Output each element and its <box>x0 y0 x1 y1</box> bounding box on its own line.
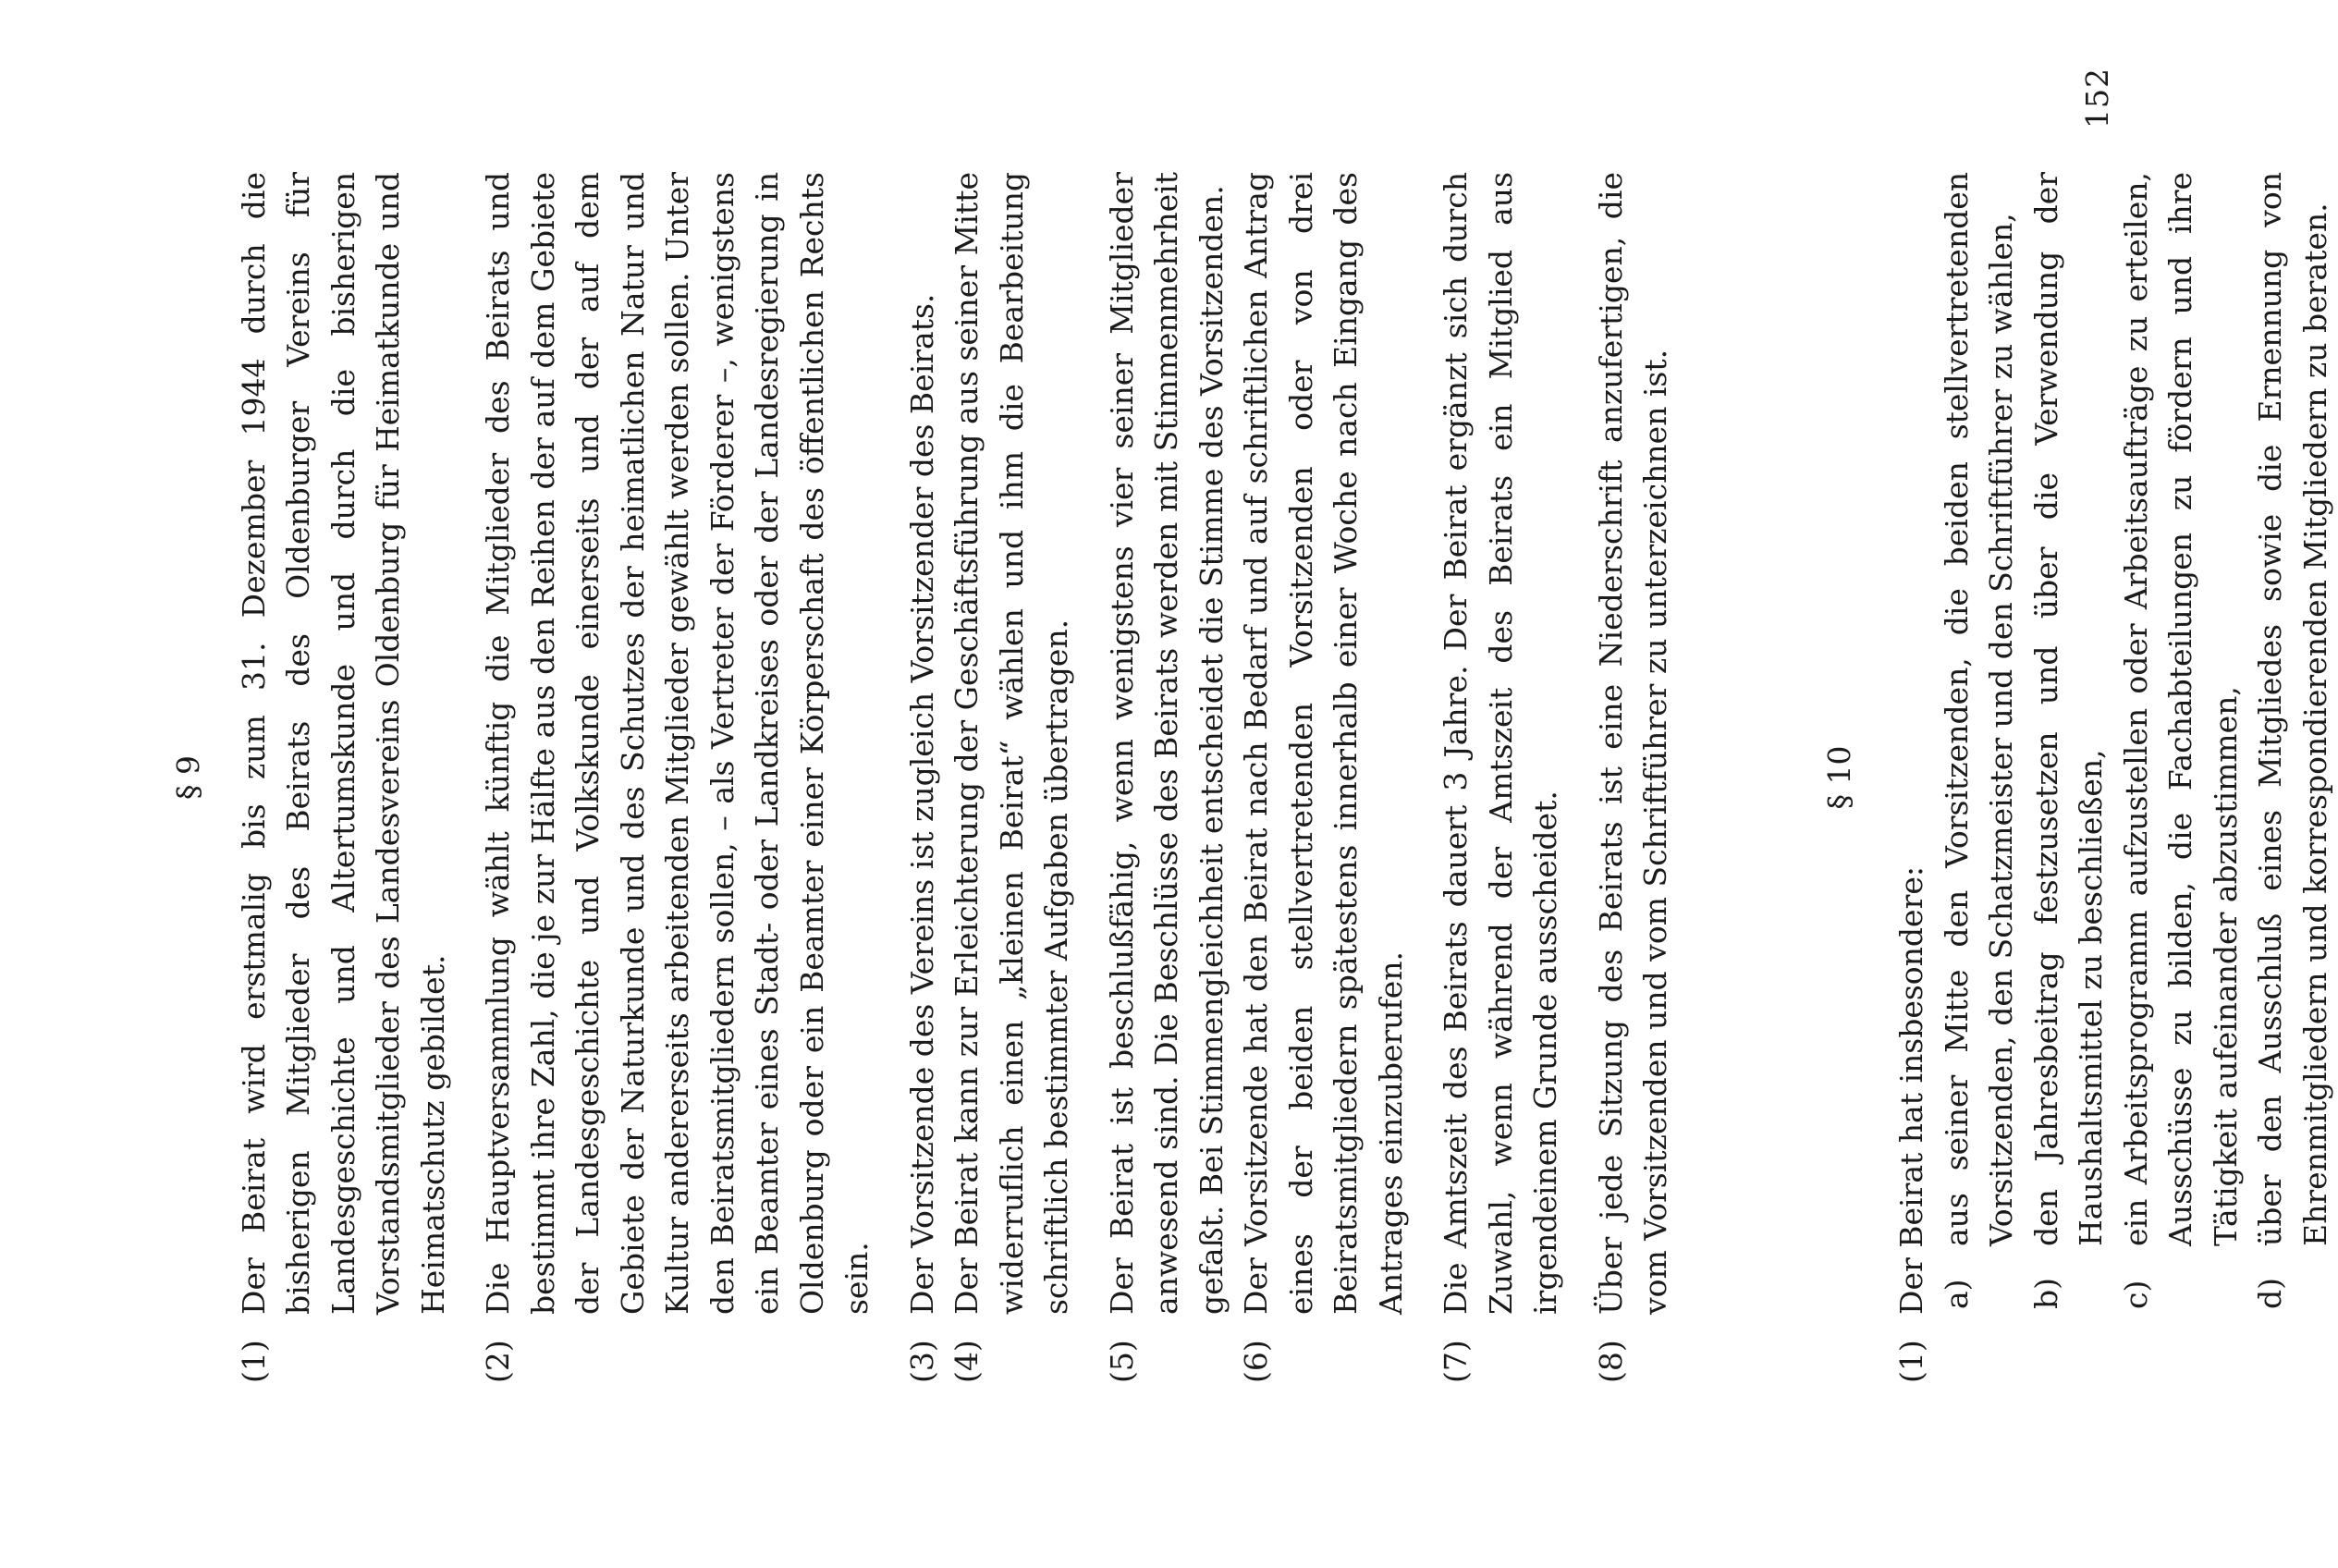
list-item-label: a) <box>1938 1279 1975 1309</box>
paragraph-10-1 <box>1890 172 1935 1383</box>
text-column <box>166 172 2338 1383</box>
paragraph-number: (8) <box>1592 1340 1629 1383</box>
list-item-text: über den Ausschluß eines Mitgliedes sowie die Ernennung von Ehrenmitgliedern und korrespondierenden Mitgliedern zu beraten. <box>2252 172 2333 1246</box>
paragraph-text: Die Amtszeit des Beirats dauert 3 Jahre. Der Beirat ergänzt sich durch Zuwahl, wenn während der Amtszeit des Beirats ein Mitglied aus irgendeinem Grunde ausscheidet. <box>1438 172 1563 1315</box>
paragraph-text: Der Vorsitzende des Vereins ist zugleich Vorsitzender des Beirats. <box>903 293 940 1315</box>
paragraph-9-7 <box>1434 172 1569 1383</box>
paragraph-text: Der Beirat hat insbesondere: <box>1893 866 1929 1315</box>
paragraph-9-1 <box>232 172 457 1383</box>
paragraph-text: Der Beirat wird erstmalig bis zum 31. Dezember 1944 durch die bisherigen Mitglieder des Beirats des Oldenburger Vereins für Landesgeschichte und Altertumskunde und durch die bisherigen Vorstandsmitglieder des Landesvereins Oldenburg für Heimatkunde und Heimatschutz gebildet. <box>235 172 451 1315</box>
paragraph-number: (3) <box>903 1340 940 1383</box>
paragraph-9-5 <box>1100 172 1235 1383</box>
paragraph-9-2 <box>476 172 880 1383</box>
list-item-label: b) <box>2027 1278 2064 1309</box>
section-9-heading: § 9 <box>170 755 206 800</box>
paragraph-number: (7) <box>1438 1340 1474 1383</box>
list-item-text: aus seiner Mitte den Vorsitzenden, die beiden stellvertretenden Vorsitzenden, den Schatzmeister und den Schriftführer zu wählen, <box>1938 172 2019 1246</box>
paragraph-text: Der Beirat kann zur Erleichterung der Geschäftsführung aus seiner Mitte widerruflich einen „kleinen Beirat“ wählen und ihm die Bearbeitung schriftlich bestimmter Aufgaben übertragen. <box>949 172 1074 1315</box>
duties-list <box>1935 172 2338 1383</box>
paragraph-text: Über jede Sitzung des Beirats ist eine Niederschrift anzufertigen, die vom Vorsitzenden und vom Schriftführer zu unterzeichnen ist. <box>1592 172 1673 1315</box>
list-item-text: ein Arbeitsprogramm aufzustellen oder Arbeitsaufträge zu erteilen, Ausschüsse zu bilden, die Fachabteilungen zu fördern und ihre Tätigkeit aufeinander abzustimmen, <box>2117 172 2244 1246</box>
paragraph-9-8 <box>1589 172 1679 1383</box>
paragraph-number: (1) <box>1893 1340 1929 1383</box>
section-10-heading: § 10 <box>1820 745 1857 810</box>
paragraph-text: Die Hauptversammlung wählt künftig die Mitglieder des Beirats und bestimmt ihre Zahl, die je zur Hälfte aus den Reihen der auf dem Gebiete der Landesgeschichte und Volkskunde einerseits und der auf dem Gebiete der Naturkunde und des Schutzes der heimatlichen Natur und Kultur andererseits arbeitenden Mitglieder gewählt werden sollen. Unter den Beiratsmitgliedern sollen, – als Vertreter der Förderer –, wenigstens ein Beamter eines Stadt- oder Landkreises oder der Landesregierung in Oldenburg oder ein Beamter einer Körperschaft des öffentlichen Rechts sein. <box>480 172 875 1315</box>
list-item-label: d) <box>2252 1278 2288 1309</box>
paragraph-text: Der Beirat ist beschlußfähig, wenn wenigstens vier seiner Mitglieder anwesend sind. Die Beschlüsse des Beirats werden mit Stimmenmehrheit gefaßt. Bei Stimmengleichheit entscheidet die Stimme des Vorsitzenden. <box>1103 172 1230 1315</box>
paragraph-number: (5) <box>1103 1340 1140 1383</box>
paragraph-9-6 <box>1234 172 1414 1383</box>
page-number: 152 <box>2079 67 2115 129</box>
paragraph-number: (1) <box>235 1340 272 1383</box>
paragraph-9-4 <box>945 172 1080 1383</box>
paragraph-number: (4) <box>949 1340 985 1383</box>
list-item <box>2114 172 2249 1383</box>
list-item <box>2025 172 2114 1383</box>
paragraph-9-3 <box>900 172 946 1383</box>
paragraph-number: (6) <box>1238 1340 1274 1383</box>
list-item <box>2248 172 2338 1383</box>
list-item-text: den Jahresbeitrag festzusetzen und über die Verwendung der Haushaltsmittel zu beschließen, <box>2027 172 2109 1246</box>
list-item <box>1935 172 2025 1383</box>
paragraph-text: Der Vorsitzende hat den Beirat nach Bedarf und auf schriftlichen Antrag eines der beiden stellvertretenden Vorsitzenden oder von drei Beiratsmitgliedern spätestens innerhalb einer Woche nach Eingang des Antrages einzuberufen. <box>1238 172 1409 1315</box>
paragraph-number: (2) <box>480 1340 516 1383</box>
list-item-label: c) <box>2117 1280 2154 1309</box>
